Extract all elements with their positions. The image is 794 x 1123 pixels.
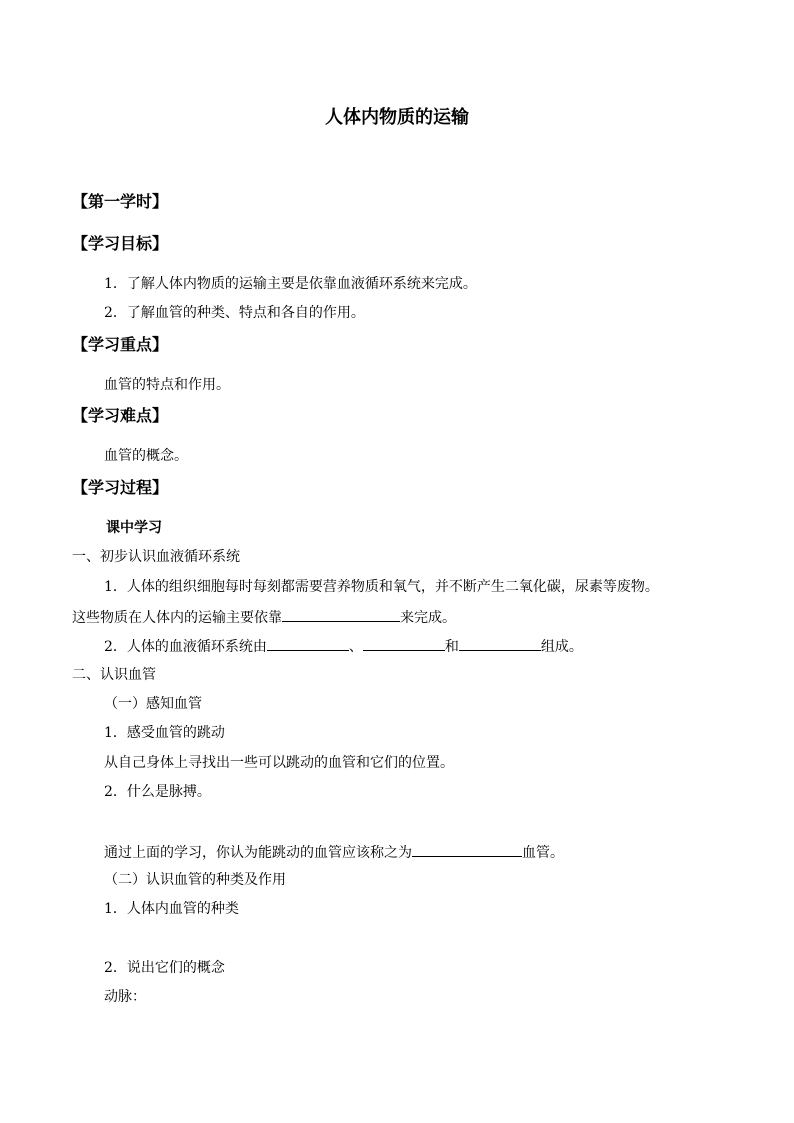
fill-blank-transport[interactable] — [282, 607, 400, 622]
artery-label: 动脉： — [104, 989, 146, 1005]
q1-suffix: 来完成。 — [400, 610, 456, 626]
process-heading: 【学习过程】 — [72, 478, 169, 497]
conclusion-suffix: 血管。 — [522, 845, 564, 861]
part2-sub2-q2: 2．说出它们的概念 — [104, 960, 225, 976]
part2-sub2: （二）认识血管的种类及作用 — [104, 872, 286, 888]
fill-blank-component-3[interactable] — [459, 636, 541, 651]
part2-conclusion — [104, 842, 564, 862]
objective-item-2: 2．了解血管的种类、特点和各自的作用。 — [104, 305, 365, 321]
page-title: 人体内物质的运输 — [325, 107, 469, 128]
part2-sub1-q1-text: 从自己身体上寻找出一些可以跳动的血管和它们的位置。 — [104, 755, 454, 771]
part2-sub1-q1: 1．感受血管的跳动 — [104, 725, 225, 741]
objectives-heading: 【学习目标】 — [72, 234, 169, 253]
q1-prefix: 这些物质在人体内的运输主要依靠 — [72, 610, 282, 626]
key-points-heading: 【学习重点】 — [72, 335, 169, 354]
q2-suffix: 组成。 — [540, 639, 583, 655]
part1-q1-line2 — [72, 607, 456, 627]
q2-sep2: 和 — [444, 639, 459, 655]
part2-sub1-q2: 2．什么是脉搏。 — [104, 784, 211, 800]
q2-sep1: 、 — [348, 639, 363, 655]
part1-q1-line1: 1．人体的组织细胞每时每刻都需要营养物质和氧气，并不断产生二氧化碳，尿素等废物。 — [104, 579, 659, 595]
part1-title: 一、初步认识血液循环系统 — [72, 549, 240, 565]
fill-blank-vessel[interactable] — [412, 842, 522, 857]
in-class-study-label: 课中学习 — [106, 520, 162, 536]
conclusion-prefix: 通过上面的学习，你认为能跳动的血管应该称之为 — [104, 845, 412, 861]
fill-blank-component-1[interactable] — [267, 636, 349, 651]
difficulties-text: 血管的概念。 — [104, 448, 188, 464]
part2-title: 二、认识血管 — [72, 667, 156, 683]
key-points-text: 血管的特点和作用。 — [104, 377, 230, 393]
fill-blank-component-2[interactable] — [363, 636, 445, 651]
objective-item-1: 1．了解人体内物质的运输主要是依靠血液循环系统来完成。 — [104, 276, 477, 292]
difficulties-heading: 【学习难点】 — [72, 406, 169, 425]
q2-prefix: 2．人体的血液循环系统由 — [104, 639, 267, 655]
part2-sub2-q1: 1．人体内血管的种类 — [104, 901, 239, 917]
part1-q2 — [104, 636, 583, 656]
part2-sub1: （一）感知血管 — [104, 696, 202, 712]
section-period-heading: 【第一学时】 — [72, 192, 169, 211]
